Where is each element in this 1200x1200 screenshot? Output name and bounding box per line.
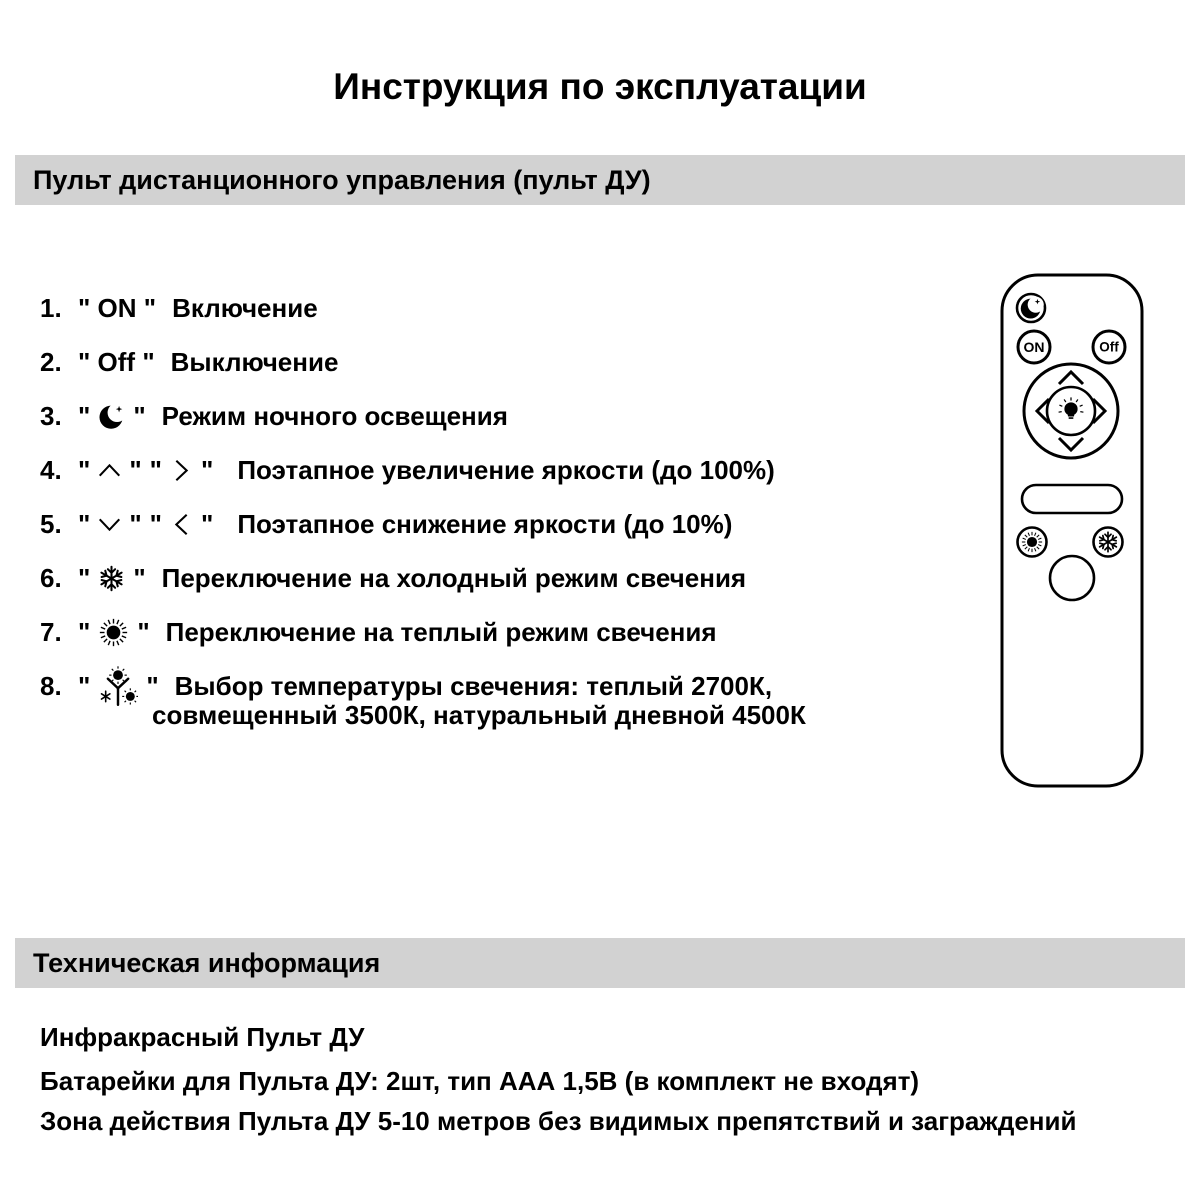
quote-mark: "	[78, 563, 91, 593]
chevron-up-icon	[98, 459, 121, 482]
snowflake-icon	[98, 565, 125, 592]
section-header-tech	[15, 938, 1185, 988]
tech-info-line: Инфракрасный Пульт ДУ	[40, 1022, 365, 1052]
quote-mark: "	[78, 401, 91, 431]
item-description-line2: совмещенный 3500К, натуральный дневной 4500К	[152, 700, 806, 730]
item-number: 7.	[40, 617, 62, 647]
quote-mark: "	[129, 455, 142, 485]
quote-mark: "	[149, 455, 162, 485]
instruction-item-night-mode	[40, 403, 806, 429]
item-number: 5.	[40, 509, 62, 539]
svg-text:Off: Off	[1099, 339, 1119, 355]
section-header-remote-label: Пульт дистанционного управления (пульт ДУ)	[33, 164, 651, 195]
instruction-item-brightness-up	[40, 457, 806, 483]
chevron-down-icon	[98, 513, 121, 536]
quote-mark: "	[133, 401, 146, 431]
item-number: 1.	[40, 293, 62, 323]
instruction-item-off	[40, 349, 806, 375]
section-header-remote	[15, 155, 1185, 205]
moon-icon	[98, 403, 125, 430]
quote-mark: "	[146, 671, 159, 701]
quote-mark: "	[200, 455, 214, 485]
quote-mark: "	[137, 617, 150, 647]
color-temperature-selector-icon	[98, 665, 138, 707]
item-number: 2.	[40, 347, 62, 377]
instruction-item-color-temperature	[40, 673, 806, 729]
quote-mark: "	[78, 617, 91, 647]
chevron-left-icon	[170, 513, 193, 536]
tech-info-line: Зона действия Пульта ДУ 5-10 метров без видимых препятствий и заграждений	[40, 1106, 1077, 1136]
instruction-item-brightness-down	[40, 511, 806, 537]
item-number: 8.	[40, 671, 62, 701]
item-symbol-on: " ON "	[78, 293, 157, 323]
instruction-list	[40, 295, 806, 729]
item-number: 6.	[40, 563, 62, 593]
item-description: Переключение на теплый режим свечения	[165, 617, 717, 647]
item-symbol-off: " Off "	[78, 347, 155, 377]
page-title: Инструкция по эксплуатации	[333, 66, 867, 107]
quote-mark: "	[200, 509, 214, 539]
item-number: 4.	[40, 455, 62, 485]
quote-mark: "	[129, 509, 142, 539]
item-description: Поэтапное снижение яркости (до 10%)	[237, 509, 733, 539]
quote-mark: "	[78, 455, 91, 485]
item-description: Переключение на холодный режим свечения	[161, 563, 747, 593]
tech-info-line: Батарейки для Пульта ДУ: 2шт, тип ААА 1,5В (в комплект не входят)	[40, 1066, 920, 1096]
quote-mark: "	[78, 509, 91, 539]
item-description: Выключение	[170, 347, 339, 377]
remote-night-mode-button	[1017, 294, 1045, 322]
quote-mark: "	[133, 563, 146, 593]
section-header-tech-label: Техническая информация	[33, 947, 381, 978]
quote-mark: "	[78, 671, 91, 701]
item-description: Включение	[172, 293, 318, 323]
instruction-item-color-temperature-line1	[40, 673, 806, 699]
instruction-item-on	[40, 295, 806, 321]
quote-mark: "	[149, 509, 162, 539]
item-description: Поэтапное увеличение яркости (до 100%)	[237, 455, 775, 485]
instruction-item-cold-mode	[40, 565, 806, 591]
chevron-right-icon	[170, 459, 193, 482]
item-description: Режим ночного освещения	[161, 401, 508, 431]
warm-sun-icon	[98, 617, 129, 648]
svg-text:ON: ON	[1023, 339, 1045, 355]
remote-control-drawing	[992, 272, 1152, 792]
item-description: Выбор температуры свечения: теплый 2700К,	[174, 671, 773, 701]
remote-pill-button	[1022, 485, 1122, 513]
instruction-item-warm-mode	[40, 619, 806, 645]
item-number: 3.	[40, 401, 62, 431]
